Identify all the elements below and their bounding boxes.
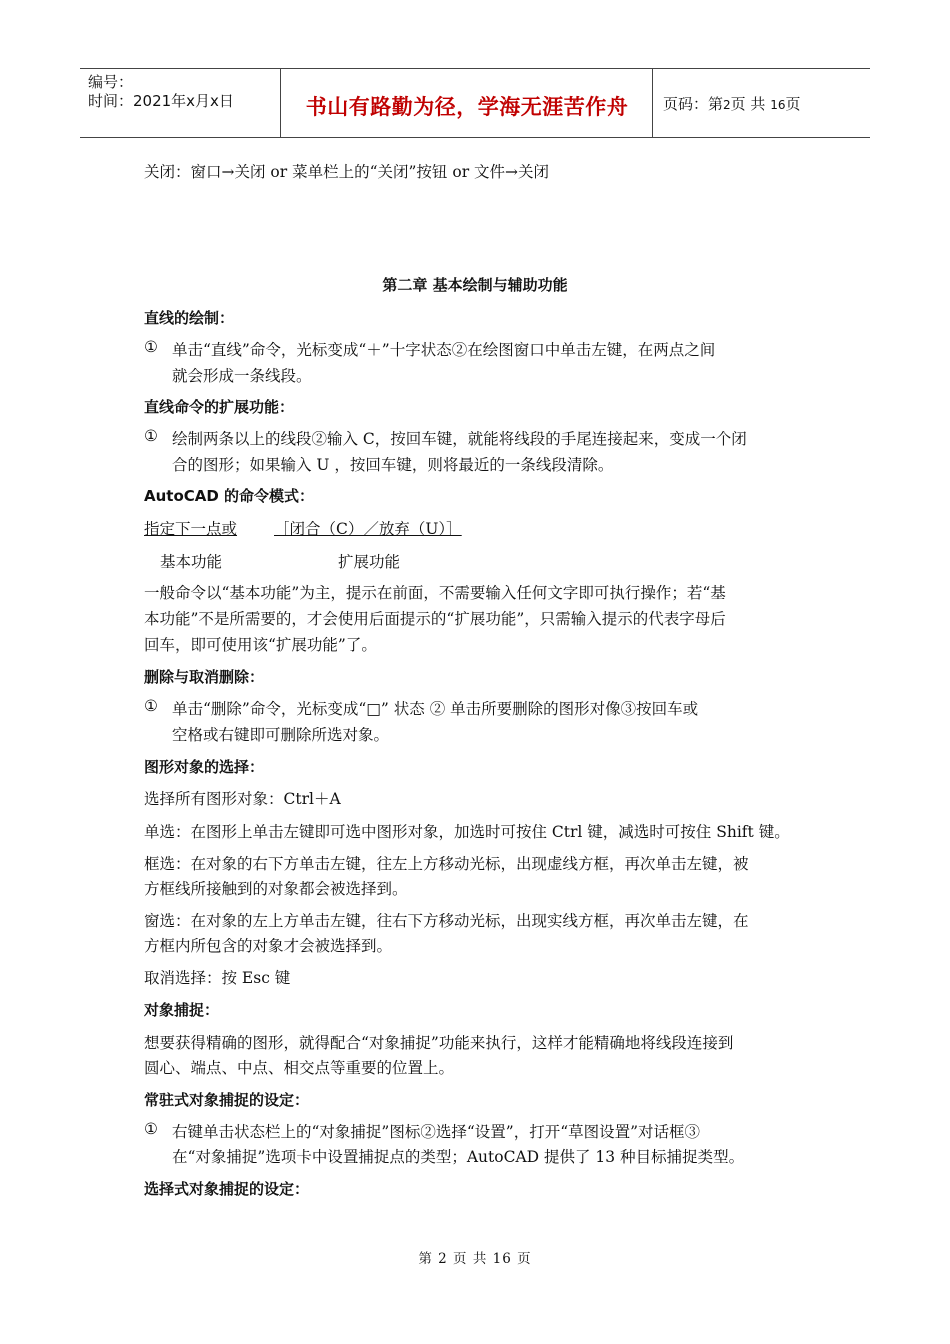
- page-suffix: 页: [785, 95, 801, 113]
- cmd-desc-1: 一般命令以“基本功能”为主，提示在前面，不需要输入任何文字即可执行操作；若“基: [144, 584, 726, 602]
- sel-box-2: 方框线所接触到的对象都会被选择到。: [144, 880, 408, 898]
- line-heading: 直线的绘制：: [144, 309, 235, 327]
- sel-all: 选择所有图形对象：Ctrl＋A: [144, 790, 341, 808]
- ext-item-text-1: 绘制两条以上的线段②输入 C，按回车键，就能将线段的手尾连接起来，变成一个闭: [172, 430, 747, 448]
- res-item-number: ①: [144, 1120, 158, 1138]
- del-item-number: ①: [144, 697, 158, 715]
- del-heading: 删除与取消删除：: [144, 668, 265, 686]
- line-item-text-1: 单击“直线”命令，光标变成“＋”十字状态②在绘图窗口中单击左键，在两点之间: [172, 341, 716, 359]
- page-footer: 第 2 页 共 16 页: [418, 1251, 532, 1267]
- header-motto-cell: [280, 69, 653, 137]
- page-mid: 页 共: [730, 95, 766, 113]
- date-label: 时间：2021年x月x日: [88, 92, 234, 110]
- opt-heading: 选择式对象捕捉的设定：: [144, 1180, 310, 1198]
- sel-box-1: 框选：在对象的右下方单击左键，往左上方移动光标，出现虚线方框，再次单击左键，被: [144, 855, 749, 873]
- cmd-prompt-extended: ［闭合（C）／放弃（U）］: [274, 520, 462, 538]
- page-prefix: 页码：第: [663, 95, 724, 113]
- cmd-desc-2: 本功能”不是所需要的，才会使用后面提示的“扩展功能”，只需输入提示的代表字母后: [144, 610, 726, 628]
- serial-label: 编号：: [88, 73, 134, 91]
- sel-heading: 图形对象的选择：: [144, 758, 265, 776]
- snap-heading: 对象捕捉：: [144, 1001, 220, 1019]
- sel-cancel: 取消选择：按 Esc 键: [144, 969, 291, 987]
- sel-win-2: 方框内所包含的对象才会被选择到。: [144, 937, 393, 955]
- snap-desc-2: 圆心、端点、中点、相交点等重要的位置上。: [144, 1059, 455, 1077]
- res-item-text-2: 在“对象捕捉”选项卡中设置捕捉点的类型；AutoCAD 提供了 13 种目标捕捉类型。: [172, 1148, 745, 1166]
- cmd-basic-label: 基本功能: [160, 553, 223, 571]
- ext-item-text-2: 合的图形；如果输入 U ，按回车键，则将最近的一条线段清除。: [172, 456, 614, 474]
- res-item-text-1: 右键单击状态栏上的“对象捕捉”图标②选择“设置”，打开“草图设置”对话框③: [172, 1123, 701, 1141]
- page-header: [80, 68, 870, 138]
- cmd-ext-label: 扩展功能: [338, 553, 401, 571]
- cmd-heading: AutoCAD 的命令模式：: [144, 487, 315, 505]
- del-item-text-2: 空格或右键即可删除所选对象。: [172, 726, 390, 744]
- close-line: 关闭：窗口→关闭 or 菜单栏上的“关闭”按钮 or 文件→关闭: [144, 163, 550, 181]
- line-item-text-2: 就会形成一条线段。: [172, 367, 312, 385]
- page-number: 2: [723, 98, 731, 112]
- motto: 书山有路勤为径，学海无涯苦作舟: [305, 95, 629, 119]
- page-total: 16: [770, 98, 786, 112]
- line-item-number: ①: [144, 338, 158, 356]
- chapter-title: 第二章 基本绘制与辅助功能: [382, 276, 568, 294]
- snap-desc-1: 想要获得精确的图形，就得配合“对象捕捉”功能来执行，这样才能精确地将线段连接到: [144, 1034, 734, 1052]
- cmd-desc-3: 回车，即可使用该“扩展功能”了。: [144, 636, 377, 654]
- res-heading: 常驻式对象捕捉的设定：: [144, 1091, 310, 1109]
- sel-win-1: 窗选：在对象的左上方单击左键，往右下方移动光标，出现实线方框，再次单击左键，在: [144, 912, 749, 930]
- ext-heading: 直线命令的扩展功能：: [144, 398, 295, 416]
- page-indicator: [663, 93, 801, 114]
- header-info-cell: [80, 69, 280, 137]
- sel-single: 单选：在图形上单击左键即可选中图形对象，加选时可按住 Ctrl 键，减选时可按住 Shift 键。: [144, 823, 790, 841]
- header-page-cell: [652, 69, 871, 137]
- cmd-prompt-basic: 指定下一点或: [144, 520, 238, 538]
- del-item-text-1: 单击“删除”命令，光标变成“□” 状态 ② 单击所要删除的图形对像③按回车或: [172, 700, 699, 718]
- ext-item-number: ①: [144, 427, 158, 445]
